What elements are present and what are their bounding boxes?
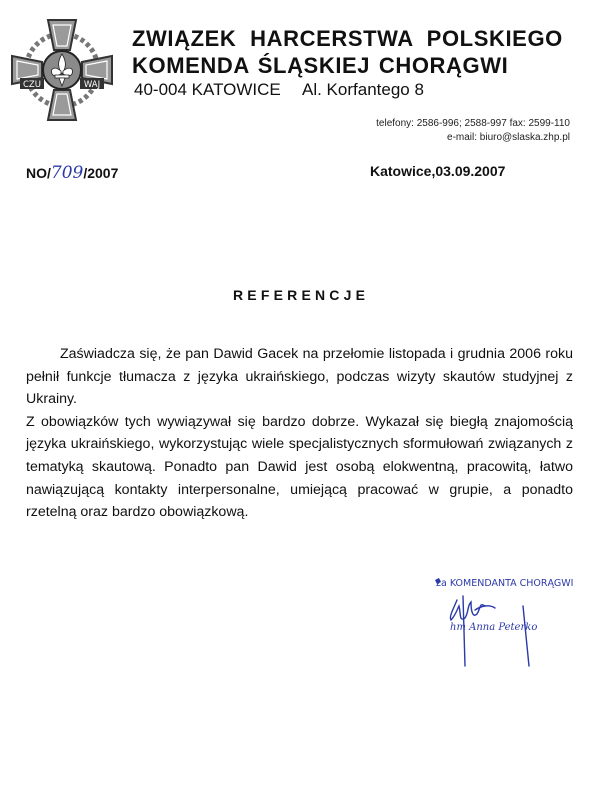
logo-text-right: WAJ bbox=[83, 80, 101, 90]
logo-text-left: CZU bbox=[23, 80, 41, 90]
organization-name-line2: KOMENDA ŚLĄSKIEJ CHORĄGWI bbox=[132, 53, 509, 78]
document-number-suffix: /2007 bbox=[83, 165, 119, 181]
document-number-handwritten: 709 bbox=[50, 163, 84, 183]
body-paragraph-2: Z obowiązków tych wywiązywał się bardzo dobrze. Wykazał się biegłą znajomością języka ukraińskiego, wykorzystując wiele specjalistycznych sformułowań związanych z tematyką skautową. Ponadto pan Dawid jest osobą elokwentną, pracowitą, łatwo nawiązującą kontakty interpersonalne, umiejącą pracować w grupie, a ponadto rzetelną oraz bardzo obowiązkową. bbox=[26, 413, 573, 521]
letter-body bbox=[26, 343, 573, 524]
signature-stamp-name: hm Anna Peterko bbox=[450, 622, 538, 633]
harcerski-cross-icon bbox=[8, 16, 116, 124]
address-street: Al. Korfantego 8 bbox=[302, 80, 424, 99]
phone-numbers: telefony: 2586-996; 2588-997 fax: 2599-110 bbox=[376, 118, 570, 129]
document-number bbox=[26, 163, 118, 183]
organization-name-line1: ZWIĄZEK HARCERSTWA POLSKIEGO bbox=[132, 26, 563, 51]
document-heading: REFERENCJE bbox=[233, 287, 370, 303]
email-address: e-mail: biuro@slaska.zhp.pl bbox=[447, 132, 570, 143]
document-number-prefix: NO/ bbox=[26, 165, 51, 181]
place-and-date: Katowice,03.09.2007 bbox=[370, 163, 506, 179]
signature-stamp-title: za KOMENDANTA CHORĄGWI bbox=[436, 578, 574, 589]
address-city: 40-004 KATOWICE bbox=[134, 80, 281, 99]
organization-logo bbox=[8, 16, 116, 124]
body-paragraph-1: Zaświadcza się, że pan Dawid Gacek na przełomie listopada i grudnia 2006 roku pełnił funkcje tłumacza z języka ukraińskiego, podczas wizyty skautów studyjnej z Ukrainy. bbox=[26, 346, 573, 408]
